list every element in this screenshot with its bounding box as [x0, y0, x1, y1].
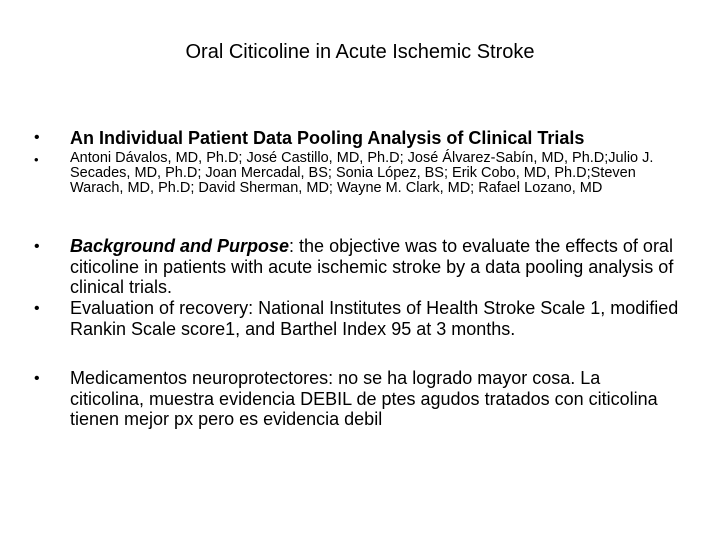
- bullet-text: Evaluation of recovery: National Institutes of Health Stroke Scale 1, modified Rankin Scale score1, and Barthel Index 95 at 3 months.: [70, 298, 679, 339]
- bullet-dot: •: [34, 300, 40, 317]
- bullet-dot: •: [34, 238, 40, 255]
- bullet-text: Antoni Dávalos, MD, Ph.D; José Castillo, MD, Ph.D; José Álvarez-Sabín, MD, Ph.D;Julio J. Secades, MD, Ph.D; Joan Mercadal, BS; Sonia López, BS; Erik Cobo, MD, Ph.D;Steven Warach, MD, Ph.D; David Sherman, MD; Wayne M. Clark, MD; Rafael Lozano, MD: [70, 150, 654, 196]
- bullet-dot: •: [34, 370, 40, 387]
- bullet-dot: •: [34, 129, 40, 146]
- bullet-text: Medicamentos neuroprotectores: no se ha logrado mayor cosa. La citicolina, muestra evidencia DEBIL de ptes agudos tratados con citicolina tienen mejor px pero es evidencia debil: [70, 368, 658, 429]
- bullet-text: [70, 236, 680, 298]
- bullet-dot: •: [34, 152, 39, 167]
- bullet-text: An Individual Patient Data Pooling Analysis of Clinical Trials: [70, 128, 585, 148]
- bullet-body: : the objective was to evaluate the effects of oral citicoline in patients with acute ischemic stroke by a data pooling analysis of clinical trials.: [70, 236, 674, 297]
- slide-title: Oral Citicoline in Acute Ischemic Stroke: [185, 41, 535, 63]
- bullet-lead: Background and Purpose: [70, 236, 290, 256]
